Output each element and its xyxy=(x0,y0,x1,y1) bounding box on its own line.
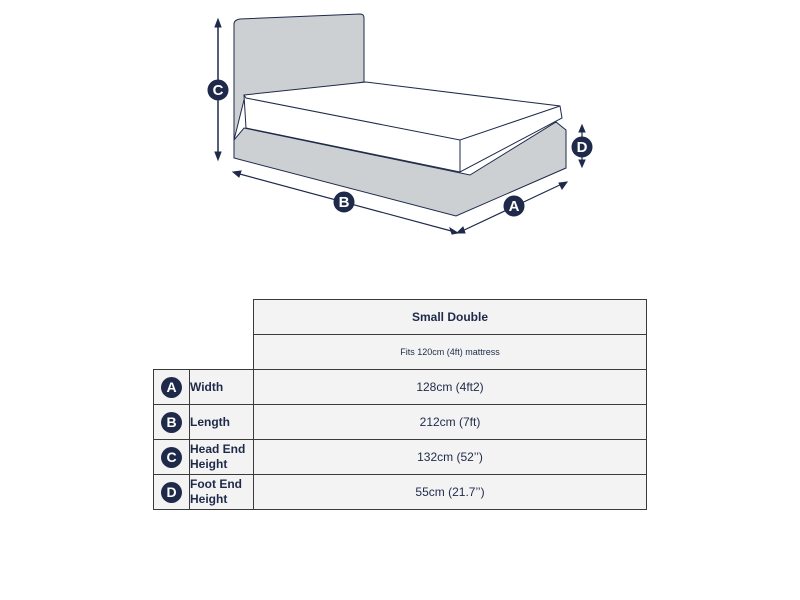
table-header-row xyxy=(154,300,647,335)
badge-c: C xyxy=(161,447,182,468)
bed-diagram xyxy=(0,0,800,260)
dimension-b-label: B xyxy=(338,194,350,211)
table-row xyxy=(154,475,647,510)
row-label: Length xyxy=(190,405,254,440)
row-label: Width xyxy=(190,370,254,405)
table-subheader-row xyxy=(154,335,647,370)
badge-a: A xyxy=(161,377,182,398)
row-label: Foot End Height xyxy=(190,475,254,510)
table-title: Small Double xyxy=(254,300,647,335)
dimension-c-label: C xyxy=(212,82,224,99)
table-row xyxy=(154,405,647,440)
row-value: 128cm (4ft2) xyxy=(254,370,647,405)
table-row xyxy=(154,440,647,475)
badge-b: B xyxy=(161,412,182,433)
dimensions-table xyxy=(153,299,647,510)
row-value: 212cm (7ft) xyxy=(254,405,647,440)
table-subtitle: Fits 120cm (4ft) mattress xyxy=(254,335,647,370)
dimension-d-label: D xyxy=(576,139,588,156)
badge-d: D xyxy=(161,482,182,503)
row-value: 55cm (21.7’’) xyxy=(254,475,647,510)
table-row xyxy=(154,370,647,405)
row-label: Head End Height xyxy=(190,440,254,475)
row-value: 132cm (52’’) xyxy=(254,440,647,475)
dimension-a-label: A xyxy=(508,198,520,215)
